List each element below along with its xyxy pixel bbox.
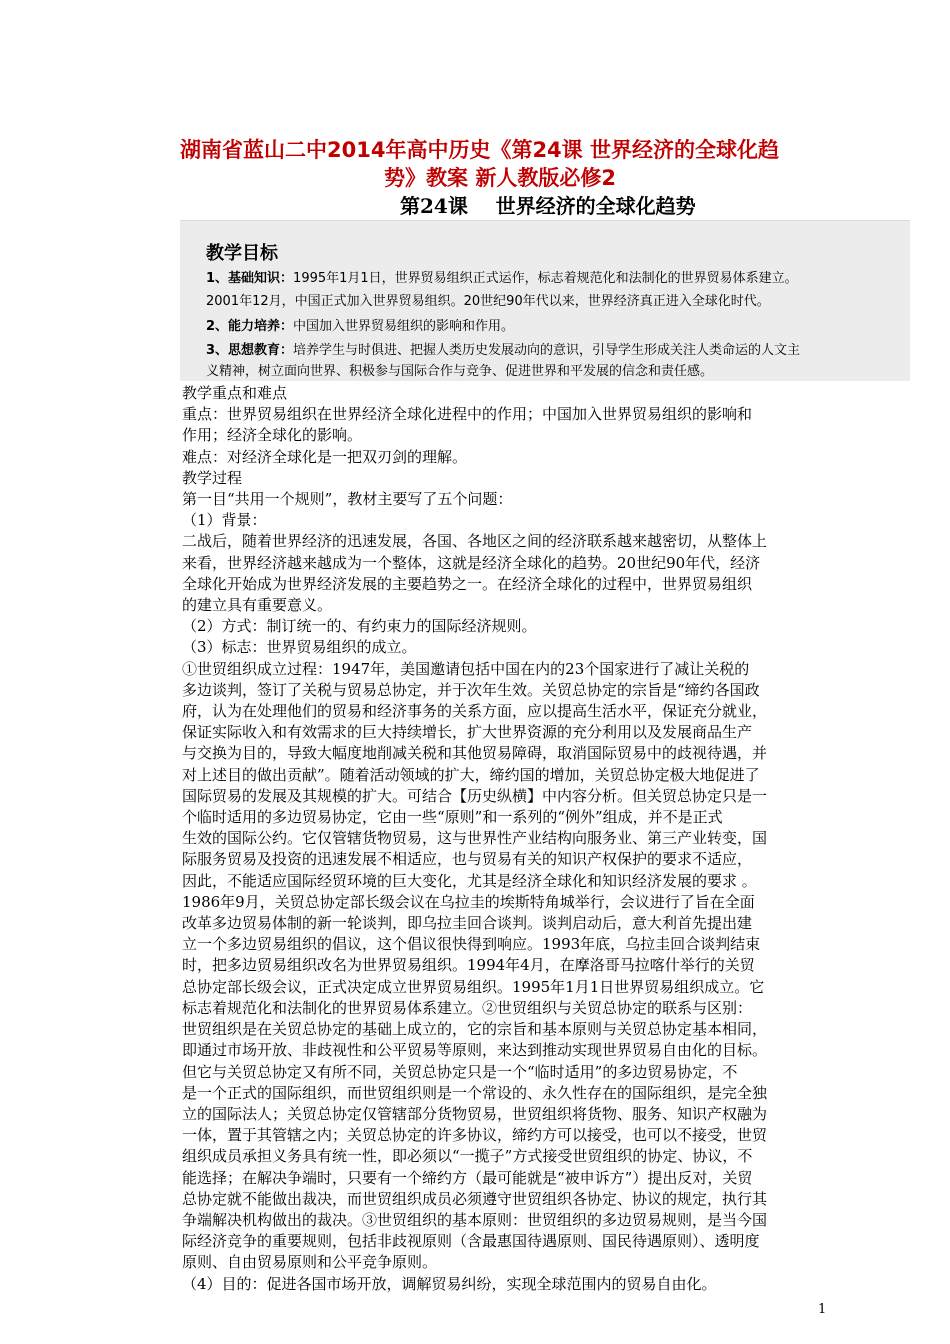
- text-line: 一体，置于其管辖之内；关贸总协定的许多协议，缔约方可以接受，也可以不接受，世贸: [182, 1126, 768, 1145]
- text-line: 因此，不能适应国际经贸环境的巨大变化，尤其是经济全球化和知识经济发展的要求 。: [182, 871, 757, 890]
- objective-item-3: [206, 341, 800, 361]
- document-title: [180, 136, 820, 192]
- text-line: 标志着规范化和法制化的世界贸易体系建立。②世贸组织与关贸总协定的联系与区别：: [182, 998, 753, 1017]
- objective-label: 3、思想教育：: [206, 343, 294, 358]
- objective-item-2: [206, 317, 514, 337]
- lesson-body: [182, 383, 822, 1295]
- text-line: 是一个正式的国际组织，而世贸组织则是一个常设的、永久性存在的国际组织，是完全独: [182, 1083, 768, 1102]
- text-line: 的建立具有重要意义。: [182, 596, 333, 615]
- text-line: 全球化开始成为世界经济发展的主要趋势之一。在经济全球化的过程中，世界贸易组织: [182, 574, 753, 593]
- text-line: 府，认为在处理他们的贸易和经济事务的关系方面，应以提高生活水平，保证充分就业，: [182, 702, 768, 721]
- text-line: （3）标志：世界贸易组织的成立。: [182, 638, 417, 657]
- objective-text: 中国加入世界贸易组织的影响和作用。: [293, 319, 515, 334]
- teaching-objectives-panel: [180, 220, 910, 381]
- text-line: ①世贸组织成立过程：1947年，美国邀请包括中国在内的23个国家进行了减让关税的: [182, 659, 750, 678]
- text-line: 组织成员承担义务具有统一性，即必须以“一揽子”方式接受世贸组织的协定、协议，不: [182, 1147, 753, 1166]
- text-line: 时，把多边贸易组织改名为世界贸易组织。1994年4月，在摩洛哥马拉喀什举行的关贸: [182, 956, 755, 975]
- text-line: 对上述目的做出贡献”。随着活动领域的扩大，缔约国的增加，关贸总协定极大地促进了: [182, 765, 760, 784]
- text-line: 原则、自由贸易原则和公平竞争原则。: [182, 1253, 438, 1272]
- text-line: （1）背景：: [182, 511, 267, 530]
- document-title-line-1: 湖南省蓝山二中2014年高中历史《第24课 世界经济的全球化趋: [180, 138, 779, 162]
- text-line: 立一个多边贸易组织的倡议，这个倡议很快得到响应。1993年底，乌拉圭回合谈判结束: [182, 935, 761, 954]
- text-line: 重点：世界贸易组织在世界经济全球化进程中的作用；中国加入世界贸易组织的影响和: [182, 405, 753, 424]
- text-line: 1986年9月，关贸总协定部长级会议在乌拉圭的埃斯特角城举行，会议进行了旨在全面: [182, 892, 755, 911]
- text-line: 即通过市场开放、非歧视性和公平贸易等原则，来达到推动实现世界贸易自由化的目标。: [182, 1041, 768, 1060]
- text-line: 总协定就不能做出裁决，而世贸组织成员必须遵守世贸组织各协定、协议的规定，执行其: [182, 1189, 768, 1208]
- text-line: 争端解决机构做出的裁决。③世贸组织的基本原则：世贸组织的多边贸易规则，是当今国: [182, 1210, 768, 1229]
- text-line: （2）方式：制订统一的、有约束力的国际经济规则。: [182, 617, 537, 636]
- document-title-line-2: 势》教案 新人教版必修2: [384, 166, 616, 190]
- lesson-title: 第24课 世界经济的全球化趋势: [400, 194, 696, 218]
- text-line: 来看，世界经济越来越成为一个整体，这就是经济全球化的趋势。20世纪90年代，经济: [182, 553, 761, 572]
- objective-item-1: [206, 269, 798, 289]
- text-line: 际经济竞争的重要规则，包括非歧视原则（含最惠国待遇原则、国民待遇原则）、透明度: [182, 1232, 760, 1251]
- objective-item-3-cont: 义精神，树立面向世界、积极参与国际合作与竞争、促进世界和平发展的信念和责任感。: [206, 364, 714, 379]
- text-line: 教学过程: [182, 468, 243, 487]
- text-line: 第一目“共用一个规则”，教材主要写了五个问题：: [182, 490, 513, 509]
- text-line: 保证实际收入和有效需求的巨大持续增长，扩大世界资源的充分利用以及发展商品生产: [182, 723, 753, 742]
- objectives-heading: 教学目标: [206, 243, 278, 264]
- objective-text: 1995年1月1日，世界贸易组织正式运作，标志着规范化和法制化的世界贸易体系建立。: [293, 271, 798, 286]
- objective-label: 1、基础知识：: [206, 271, 294, 286]
- text-line: 与交换为目的，导致大幅度地削减关税和其他贸易障碍，取消国际贸易中的歧视待遇，并: [182, 744, 768, 763]
- page-number: 1: [818, 1302, 827, 1317]
- text-line: 但它与关贸总协定又有所不同，关贸总协定只是一个“临时适用”的多边贸易协定，不: [182, 1062, 738, 1081]
- text-line: （4）目的：促进各国市场开放，调解贸易纠纷，实现全球范围内的贸易自由化。: [182, 1274, 717, 1293]
- text-line: 作用；经济全球化的影响。: [182, 426, 363, 445]
- text-line: 总协定部长级会议，正式决定成立世界贸易组织。1995年1月1日世界贸易组织成立。它: [182, 977, 765, 996]
- text-line: 教学重点和难点: [182, 384, 288, 402]
- objective-label: 2、能力培养：: [206, 319, 294, 334]
- text-line: 二战后，随着世界经济的迅速发展，各国、各地区之间的经济联系越来越密切，从整体上: [182, 532, 768, 551]
- text-line: 个临时适用的多边贸易协定，它由一些“原则”和一系列的“例外”组成，并不是正式: [182, 808, 723, 827]
- text-line: 改革多边贸易体制的新一轮谈判，即乌拉圭回合谈判。谈判启动后，意大利首先提出建: [182, 914, 753, 933]
- text-line: 难点：对经济全球化是一把双刃剑的理解。: [182, 447, 468, 466]
- text-line: 际服务贸易及投资的迅速发展不相适应，也与贸易有关的知识产权保护的要求不适应，: [182, 850, 753, 869]
- objective-item-1-cont: 2001年12月，中国正式加入世界贸易组织。20世纪90年代以来，世界经济真正进入全球化时代。: [206, 294, 770, 309]
- objective-text: 培养学生与时俱进、把握人类历史发展动向的意识，引导学生形成关注人类命运的人文主: [293, 343, 801, 358]
- text-line: 立的国际法人；关贸总协定仅管辖部分货物贸易，世贸组织将货物、服务、知识产权融为: [182, 1104, 768, 1123]
- text-line: 国际贸易的发展及其规模的扩大。可结合【历史纵横】中内容分析。但关贸总协定只是一: [182, 786, 768, 805]
- text-line: 多边谈判，签订了关税与贸易总协定，并于次年生效。关贸总协定的宗旨是“缔约各国政: [182, 680, 760, 699]
- text-line: 世贸组织是在关贸总协定的基础上成立的，它的宗旨和基本原则与关贸总协定基本相同，: [182, 1020, 768, 1039]
- text-line: 能选择；在解决争端时，只要有一个缔约方（最可能就是“被申诉方”）提出反对，关贸: [182, 1168, 753, 1187]
- text-line: 生效的国际公约。它仅管辖货物贸易，这与世界性产业结构向服务业、第三产业转变，国: [182, 829, 768, 848]
